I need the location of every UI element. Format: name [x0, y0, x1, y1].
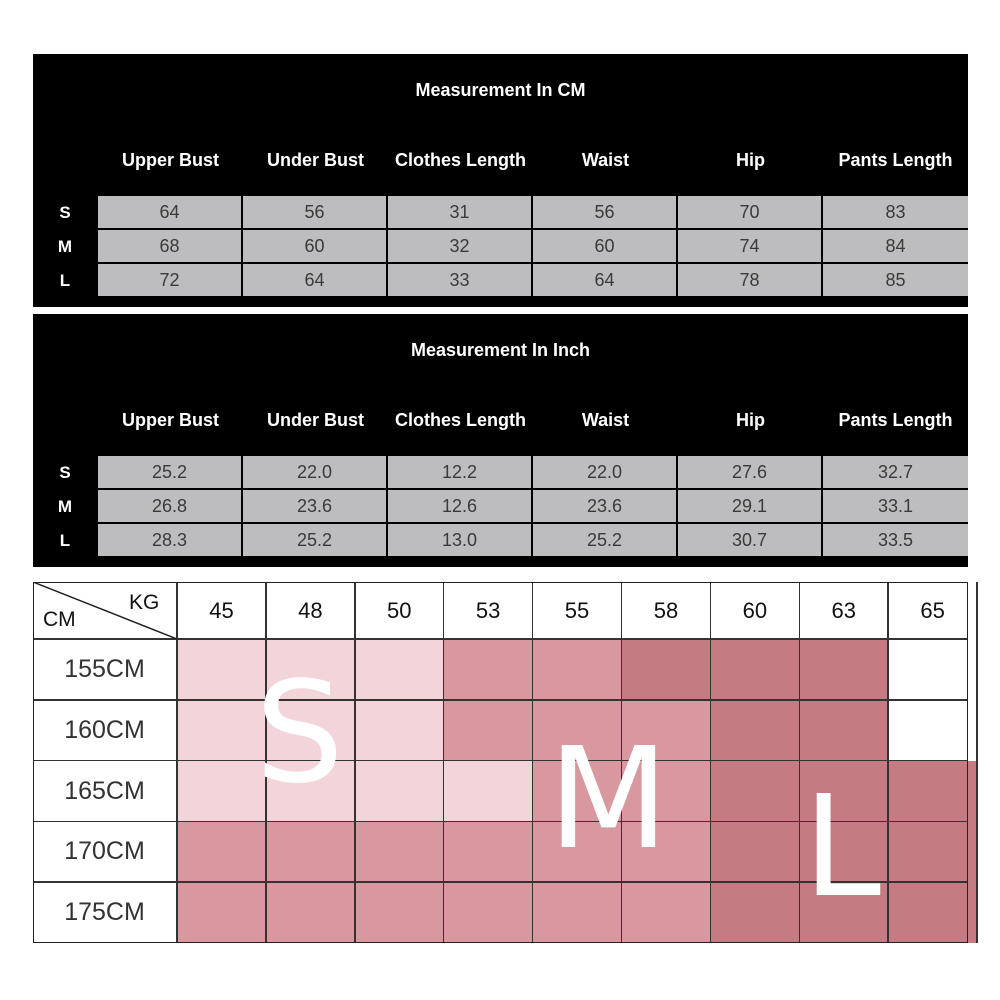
size-cell [799, 700, 888, 761]
table-cell: 25.2 [98, 456, 241, 488]
grid-line [33, 760, 968, 762]
table-cell: 32.7 [823, 456, 968, 488]
table-cell: 83 [823, 196, 968, 228]
grid-line [799, 582, 801, 943]
size-cell [444, 882, 533, 943]
height-header: 170CM [64, 837, 145, 866]
size-cell [888, 821, 977, 882]
size-label: S [59, 203, 71, 222]
size-cell [710, 700, 799, 761]
table-cell: 78 [678, 264, 821, 296]
table-cell: 29.1 [678, 490, 821, 522]
size-label: M [57, 497, 73, 516]
table-cell: 84 [823, 230, 968, 262]
size-cell [888, 882, 977, 943]
table-cell: 13.0 [388, 524, 531, 556]
table-cell: 64 [243, 264, 386, 296]
size-cell [444, 761, 533, 822]
size-cell [710, 639, 799, 700]
table-cell: 12.6 [388, 490, 531, 522]
table-cell: 56 [243, 196, 386, 228]
size-cell [355, 761, 444, 822]
height-header: 155CM [64, 655, 145, 683]
column-header: Waist [581, 150, 630, 170]
weight-header: 55 [564, 598, 590, 623]
size-cell [710, 882, 799, 943]
grid-line [354, 582, 356, 943]
grid-line [887, 582, 889, 943]
table-cell: 25.2 [533, 524, 676, 556]
table-cell: 22.0 [243, 456, 386, 488]
size-cell [355, 882, 444, 943]
size-cell [177, 882, 266, 943]
size-cell [888, 761, 977, 822]
size-cell [444, 700, 533, 761]
size-cell [177, 761, 266, 822]
table-cell: 28.3 [98, 524, 241, 556]
table-cell: 64 [533, 264, 676, 296]
weight-header: 60 [742, 598, 768, 623]
weight-header: 53 [475, 598, 501, 623]
size-cell [266, 821, 355, 882]
size-cell [533, 639, 622, 700]
table-cell: 68 [98, 230, 241, 262]
table-cell: 33 [388, 264, 531, 296]
cm-table [33, 54, 968, 307]
size-cell [177, 821, 266, 882]
column-header: Waist [581, 410, 630, 430]
size-cell [888, 700, 977, 761]
grid-line [33, 699, 968, 701]
table-cell: 60 [533, 230, 676, 262]
weight-header: 58 [653, 598, 679, 623]
grid-line [710, 582, 712, 943]
column-header: Upper Bust [121, 150, 219, 170]
weight-header: 45 [209, 598, 234, 623]
table-cell: 22.0 [533, 456, 676, 488]
size-cell [622, 882, 711, 943]
table-cell: 85 [823, 264, 968, 296]
weight-header: 65 [920, 598, 945, 623]
height-header: 165CM [64, 776, 145, 805]
weight-header: 63 [831, 598, 856, 623]
size-zone-letter: L [803, 766, 881, 929]
column-header: Under Bust [266, 150, 364, 170]
size-zone-letter: S [255, 652, 344, 815]
table-cell: 33.5 [823, 524, 968, 556]
size-cell [622, 639, 711, 700]
column-header: Pants Length [838, 150, 953, 170]
column-header: Under Bust [266, 410, 364, 430]
cm-table-title: Measurement In CM [415, 80, 586, 100]
inch-table [33, 314, 968, 567]
table-cell: 33.1 [823, 490, 968, 522]
corner-cm-label: CM [43, 608, 76, 631]
table-cell: 25.2 [243, 524, 386, 556]
table-cell: 26.8 [98, 490, 241, 522]
table-cell: 30.7 [678, 524, 821, 556]
size-cell [444, 639, 533, 700]
column-header: Hip [736, 410, 765, 430]
size-label: S [59, 463, 71, 482]
column-header: Hip [736, 150, 765, 170]
size-label: M [57, 237, 73, 256]
grid-line [976, 582, 978, 943]
table-cell: 31 [388, 196, 531, 228]
table-cell: 72 [98, 264, 241, 296]
table-cell: 23.6 [533, 490, 676, 522]
size-cell [533, 882, 622, 943]
size-cell [799, 639, 888, 700]
size-cell [710, 821, 799, 882]
table-cell: 64 [98, 196, 241, 228]
table-cell: 70 [678, 196, 821, 228]
table-cell: 12.2 [388, 456, 531, 488]
inch-table-title: Measurement In Inch [410, 340, 591, 360]
grid-line [532, 582, 534, 943]
column-header: Pants Length [838, 410, 953, 430]
size-zone-letter: M [548, 718, 669, 881]
size-cell [355, 700, 444, 761]
table-cell: 60 [243, 230, 386, 262]
table-cell: 23.6 [243, 490, 386, 522]
size-cell [888, 639, 977, 700]
column-header: Clothes Length [395, 410, 526, 430]
table-cell: 32 [388, 230, 531, 262]
size-cell [177, 639, 266, 700]
size-label: L [59, 531, 71, 550]
table-cell: 56 [533, 196, 676, 228]
size-cell [444, 821, 533, 882]
height-header: 175CM [64, 898, 145, 927]
size-cell [355, 639, 444, 700]
size-cell [266, 882, 355, 943]
size-cell [177, 700, 266, 761]
table-cell: 74 [678, 230, 821, 262]
corner-kg-label: KG [129, 591, 160, 614]
table-cell: 27.6 [678, 456, 821, 488]
height-header: 160CM [64, 715, 145, 744]
weight-header: 50 [387, 598, 412, 623]
size-cell [355, 821, 444, 882]
column-header: Upper Bust [121, 410, 219, 430]
column-header: Clothes Length [395, 150, 526, 170]
grid-line [443, 582, 445, 943]
size-cell [710, 761, 799, 822]
size-label: L [59, 271, 71, 290]
weight-header: 48 [298, 598, 323, 623]
size-grid [33, 582, 968, 943]
